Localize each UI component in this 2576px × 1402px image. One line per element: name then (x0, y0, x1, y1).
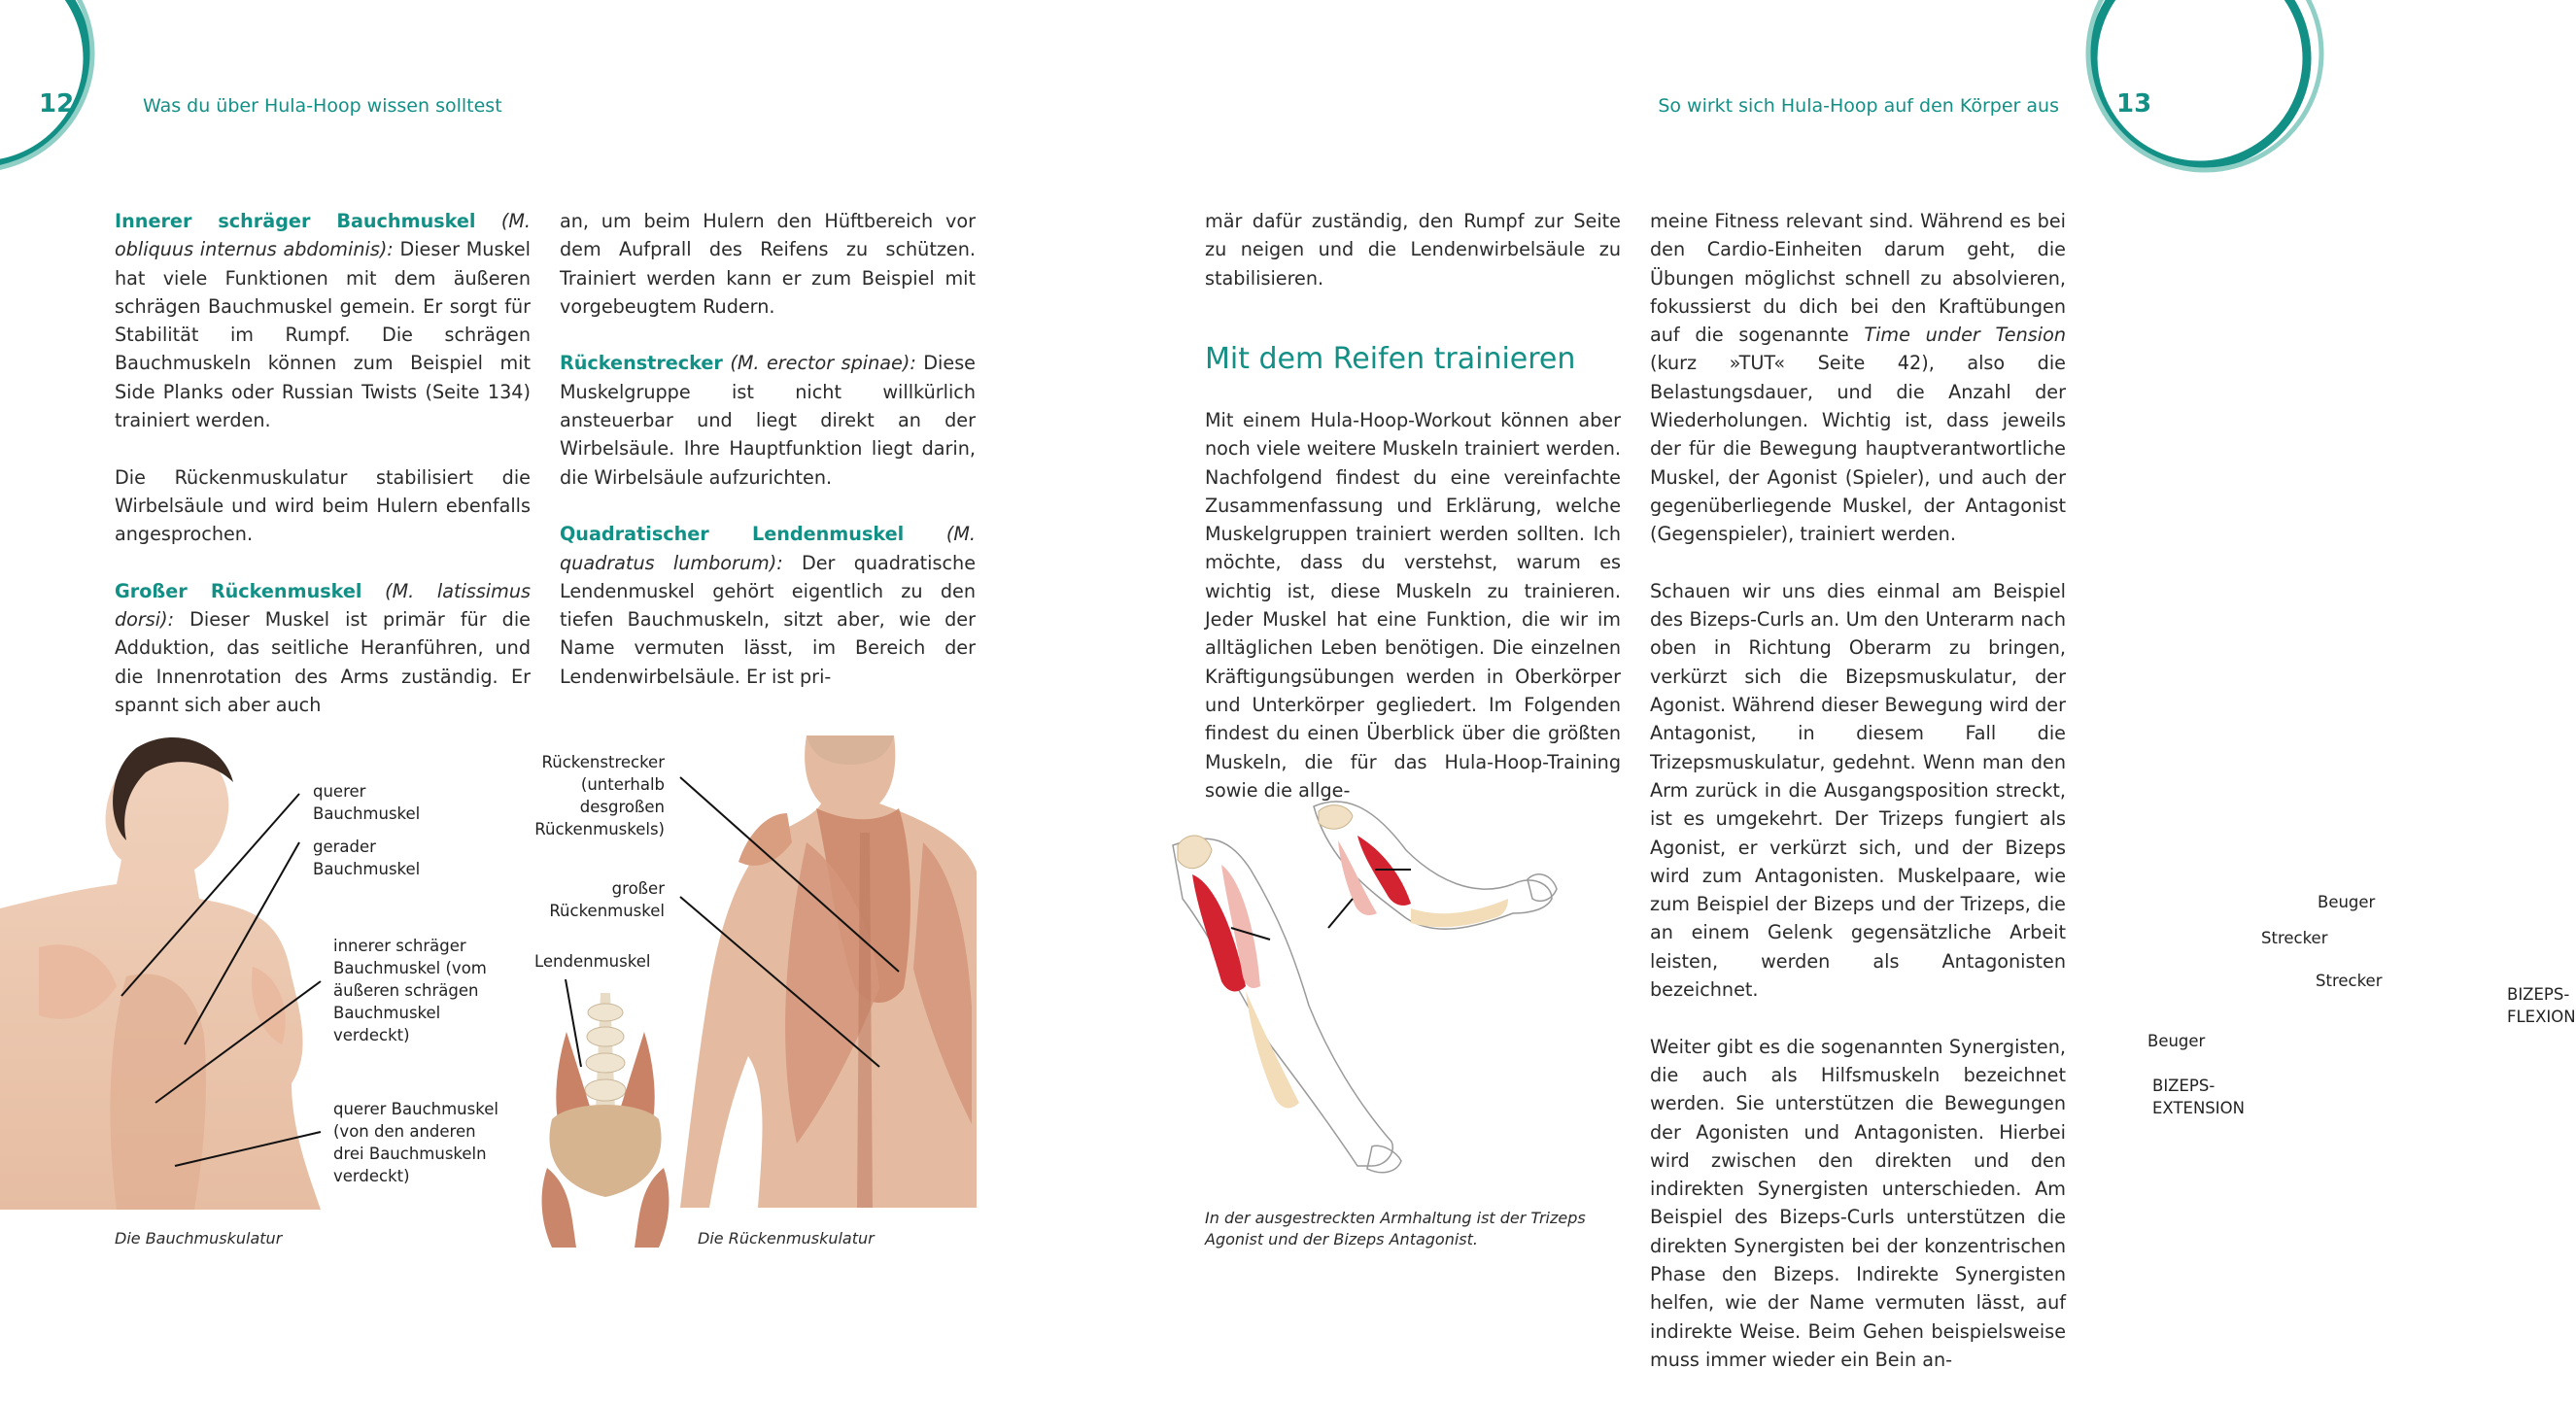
text-column-1 (1205, 207, 1621, 321)
label-lendenmuskel: Lendenmuskel (534, 952, 651, 971)
biceps-arm-illustration (1153, 792, 1571, 1180)
label-beuger-extension: Beuger (2147, 1032, 2206, 1050)
paragraph: Weiter gibt es die sogenannten Synergisten, die auch als Hilfsmuskeln bezeichnet werden. Sie unterstützen die Bewegungen der Agonisten und Antagonisten. Hierbei wird zwischen den direkten und den indirekten Synergisten unterschieden. Am Beispiel des Bizeps-Curls unterstützen die direkten Synergisten bei der konzentrischen Phase den Bizeps. Indirekte Synergisten helfen, wie der Name vermuten lässt, auf indirekte Weise. Beim Gehen beispielsweise muss immer wieder ein Bein an- (1650, 1035, 2066, 1371)
paragraph: Die Rückenmuskulatur stabilisiert die Wirbelsäule und wird beim Hulern ebenfalls angesprochen. (115, 465, 531, 546)
label-gerader-bauchmuskel: gerader Bauchmuskel (313, 838, 421, 878)
label-rueckenstrecker: Rückenstrecker (unterhalb desgroßen Rückenmuskels) (534, 753, 665, 838)
label-bizeps-flexion: BIZEPS- FLEXION (2507, 985, 2576, 1026)
paragraph: meine Fitness relevant sind. Während es bei den Cardio-Einheiten darum geht, die Übungen möglichst schnell zu absolvieren, fokussierst du dich bei den Kraftübungen auf die sogenannte Time under Tension (kurz »TUT« Seite 42), also die Belastungsdauer, und die Anzahl der Wiederholungen. Wichtig ist, dass jeweils der für die Bewegung hauptverantwortliche Muskel, der Agonist (Spieler), und auch der gegenüberliegende Muskel, der Antagonist (Gegenspieler), trainiert werden. (1650, 210, 2067, 546)
label-beuger-flexion: Beuger (2318, 893, 2376, 911)
paragraph: Innerer schräger Bauchmuskel (M. obliquus internus abdominis): Dieser Muskel hat viele Funktionen mit dem äußeren schrägen Bauchmuskel gemein. Er sorgt für Stabilität im Rumpf. Die schrägen Bauchmuskeln können zum Beispiel mit Side Planks oder Russian Twists (Seite 134) trainiert werden. (115, 210, 532, 432)
paragraph: Rückenstrecker (M. erector spinae): Diese Muskelgruppe ist nicht willkürlich ansteuerbar und liegt direkt an der Wirbelsäule. Ihre Hauptfunktion liegt darin, die Wirbelsäule aufzurichten. (560, 352, 976, 489)
text-column-1 (115, 207, 531, 748)
corner-ring-decoration (0, 0, 136, 155)
paragraph: Schauen wir uns dies einmal am Beispiel des Bizeps-Curls an. Um den Unterarm nach oben in Richtung Oberarm zu bringen, verkürzt sich die Bizepsmuskulatur, der Agonist. Während dieser Bewegung wird der Antagonist, in diesem Fall die Trizepsmuskulatur, gedehnt. Wenn man den Arm zurück in die Ausgangsposition streckt, ist es umgekehrt. Der Trizeps fungiert als Agonist, er verkürzt sich, und der Bizeps wird zum Antagonisten. Muskelpaare, wie zum Beispiel der Bizeps und der Trizeps, die an einem Gelenk gegensätzliche Arbeit leisten, werden als Antagonisten bezeichnet. (1650, 579, 2066, 1002)
text-column-1-body (1205, 406, 1621, 833)
text-column-2 (1650, 207, 2066, 1402)
page-number: 12 (39, 89, 75, 119)
figure-caption-back: Die Rückenmuskulatur (698, 1229, 875, 1248)
text-column-2 (560, 207, 976, 719)
label-strecker-extension: Strecker (2261, 929, 2328, 947)
paragraph: Großer Rückenmuskel (M. latissimus dorsi): Dieser Muskel ist primär für die Adduktion, das seitliche Heranführen, und die Innenrotation des Arms zuständig. Er spannt sich aber auch (115, 579, 531, 717)
label-innerer-schraeger-bauchmuskel: innerer schräger Bauchmuskel (vom äußeren schrägen Bauchmuskel verdeckt) (333, 937, 487, 1044)
section-heading: Mit dem Reifen trainieren (1205, 342, 1576, 376)
paragraph: an, um beim Hulern den Hüftbereich vor dem Aufprall des Reifens zu schützen. Trainiert werden kann er zum Beispiel mit vorgebeugtem Rudern. (560, 210, 976, 318)
label-strecker-flexion: Strecker (2316, 972, 2383, 990)
running-head: So wirkt sich Hula-Hoop auf den Körper aus (1658, 95, 2059, 117)
running-head: Was du über Hula-Hoop wissen solltest (143, 95, 502, 117)
label-querer-bauchmuskel: querer Bauchmuskel (313, 782, 421, 823)
paragraph: Mit einem Hula-Hoop-Workout können aber noch viele weitere Muskeln trainiert werden. Nachfolgend findest du eine vereinfachte Zusammenfassung und Erklärung, welche Muskelgruppen trainiert werden sollten. Ich möchte, dass du verstehst, warum es wichtig ist, diese Muskeln zu trainieren. Jeder Muskel hat eine Funktion, die wir im alltäglichen Leben benötigen. Die einzelnen Kräftigungsübungen werden in Oberkörper und Unterkörper gegliedert. Im Folgenden findest du einen Überblick über die größten Muskeln, die für das Hula-Hoop-Training sowie die allge- (1205, 409, 1621, 802)
label-bizeps-extension: BIZEPS- EXTENSION (2152, 1077, 2245, 1117)
page-number: 13 (2116, 89, 2152, 119)
corner-ring-decoration (2044, 0, 2181, 155)
paragraph: mär dafür zuständig, den Rumpf zur Seite zu neigen und die Lendenwirbelsäule zu stabilisieren. (1205, 210, 1621, 290)
paragraph: Quadratischer Lendenmuskel (M. quadratus lumborum): Der quadratische Lendenmuskel gehört eigentlich zu den tiefen Bauchmuskeln, sitzt aber, wie der Name vermuten lässt, im Bereich der Lendenwirbelsäule. Er ist pri- (560, 523, 976, 688)
right-page (1090, 0, 2576, 1377)
label-querer-bauchmuskel-verdeckt: querer Bauchmuskel (von den anderen drei Bauchmuskeln verdeckt) (333, 1100, 498, 1185)
figure-caption-abs: Die Bauchmuskulatur (115, 1229, 283, 1248)
figure-caption-arm: In der ausgestreckten Armhaltung ist der Trizeps Agonist und der Bizeps Antagonist. (1205, 1209, 1586, 1248)
label-grosser-rueckenmuskel: großer Rückenmuskel (549, 879, 665, 920)
left-page (0, 0, 1090, 1377)
